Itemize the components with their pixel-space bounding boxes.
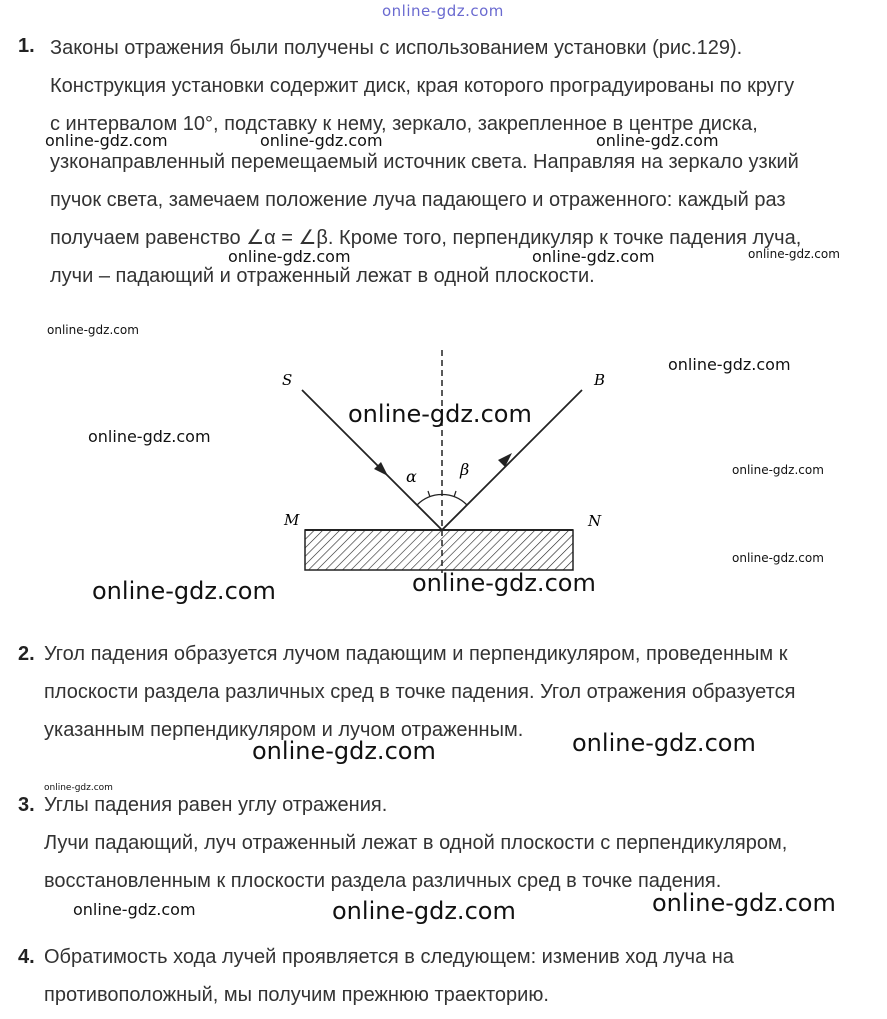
text-line: Лучи падающий, луч отраженный лежат в одной плоскости с перпендикуляром, xyxy=(44,832,788,854)
section-2-number: 2. xyxy=(18,643,35,665)
watermark: online-gdz.com xyxy=(45,131,168,150)
label-m: M xyxy=(284,511,300,529)
watermark: online-gdz.com xyxy=(532,247,655,266)
text-line: плоскости раздела различных сред в точке падения. Угол отражения образуется xyxy=(44,681,796,703)
watermark: online-gdz.com xyxy=(252,737,436,765)
watermark: online-gdz.com xyxy=(572,729,756,757)
watermark: online-gdz.com xyxy=(228,247,351,266)
watermark: online-gdz.com xyxy=(668,355,791,374)
mirror-surface xyxy=(305,530,573,570)
watermark: online-gdz.com xyxy=(92,577,276,605)
text-line: восстановленным к плоскости раздела различных сред в точке падения. xyxy=(44,870,722,892)
text-line: Законы отражения были получены с использованием установки (рис.129). xyxy=(50,37,743,59)
label-n: N xyxy=(588,512,602,530)
text-line: противоположный, мы получим прежнюю траекторию. xyxy=(44,984,549,1006)
text-line: Конструкция установки содержит диск, края которого проградуированы по кругу xyxy=(50,75,795,97)
text-line: указанным перпендикуляром и лучом отраженным. xyxy=(44,719,524,741)
text-line: лучи – падающий и отраженный лежат в одной плоскости. xyxy=(50,265,595,287)
watermark: online-gdz.com xyxy=(412,569,596,597)
watermark: online-gdz.com xyxy=(260,131,383,150)
watermark: online-gdz.com xyxy=(652,889,836,917)
section-3-number: 3. xyxy=(18,794,35,816)
label-beta: β xyxy=(460,460,470,479)
text-line: узконаправленный перемещаемый источник света. Направляя на зеркало узкий xyxy=(50,151,799,173)
text-line: Угол падения образуется лучом падающим и перпендикуляром, проведенным к xyxy=(44,643,788,665)
label-b: B xyxy=(594,371,606,389)
section-1-number: 1. xyxy=(18,35,35,57)
watermark: online-gdz.com xyxy=(748,247,840,261)
reflection-diagram xyxy=(270,345,610,580)
section-4-text xyxy=(44,938,875,1014)
label-s: S xyxy=(282,371,293,389)
watermark: online-gdz.com xyxy=(47,323,139,337)
text-line: получаем равенство ∠α = ∠β. Кроме того, перпендикуляр к точке падения луча, xyxy=(50,227,802,249)
text-line: Обратимость хода лучей проявляется в следующем: изменив ход луча на xyxy=(44,946,734,968)
section-3-text xyxy=(44,786,875,900)
label-alpha: α xyxy=(406,467,417,486)
watermark: online-gdz.com xyxy=(596,131,719,150)
section-4-number: 4. xyxy=(18,946,35,968)
watermark: online-gdz.com xyxy=(44,783,113,793)
watermark-top: online-gdz.com xyxy=(382,2,504,20)
watermark: online-gdz.com xyxy=(332,897,516,925)
watermark: online-gdz.com xyxy=(73,900,196,919)
watermark: online-gdz.com xyxy=(732,551,824,565)
text-line: пучок света, замечаем положение луча падающего и отраженного: каждый раз xyxy=(50,189,786,211)
watermark: online-gdz.com xyxy=(88,427,211,446)
text-line: Углы падения равен углу отражения. xyxy=(44,794,388,816)
watermark: online-gdz.com xyxy=(348,400,532,428)
reflected-arrow xyxy=(498,453,512,467)
text-line: с интервалом 10°, подставку к нему, зеркало, закрепленное в центре диска, xyxy=(50,113,758,135)
watermark: online-gdz.com xyxy=(732,463,824,477)
